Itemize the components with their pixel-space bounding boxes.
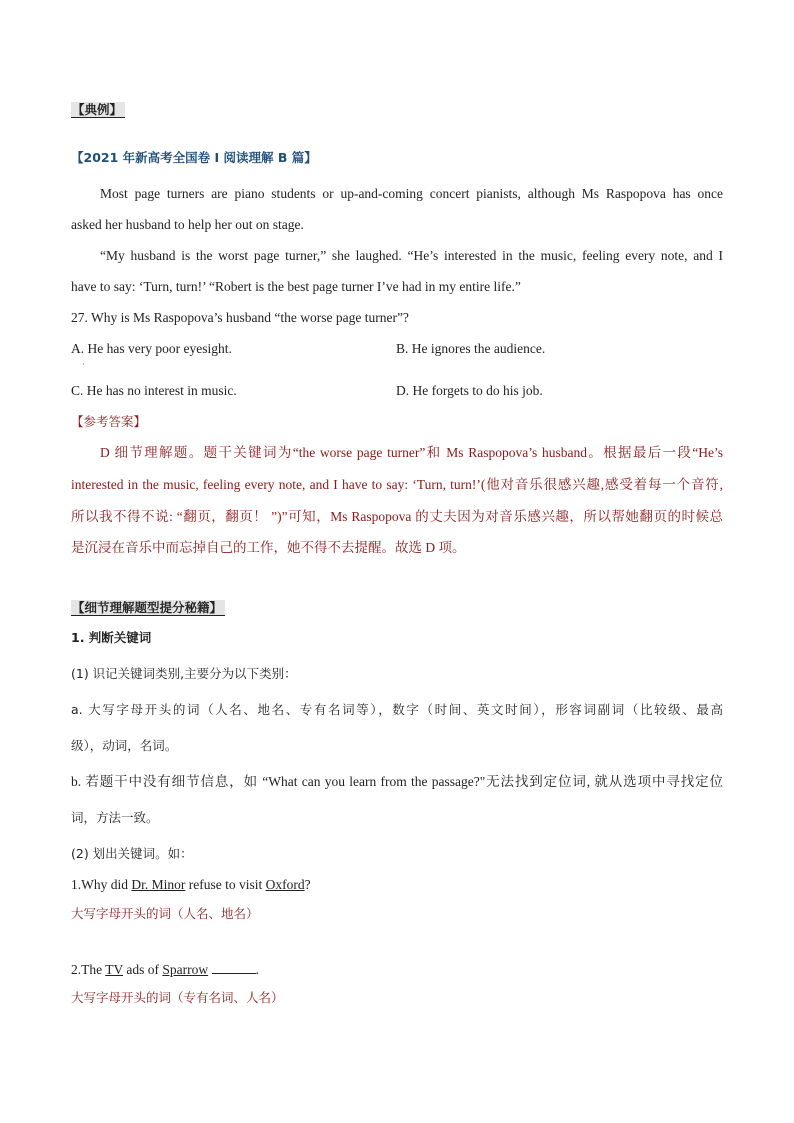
option-a-dot: · [82,360,85,369]
option-c: C. He has no interest in music. [71,383,237,398]
keyword-oxford: Oxford [265,877,305,892]
passage-p1-line1: Most page turners are piano students or up-and-coming concert pianists, although Ms Raspopova has once [100,186,723,201]
answer-line-3: 所以我不得不说: “翻页，翻页！ ”)”可知，Ms Raspopova 的丈夫因为对音乐感兴趣，所以帮她翻页的时候总 [71,509,723,524]
item-b-line1: b. 若题干中没有细节信息，如 “What can you learn from the passage?"无法找到定位词, 就从选项中寻找定位 [71,774,723,789]
example1-note: 大写字母开头的词（人名、地名） [71,906,259,921]
answer-line-2: interested in the music, feeling every note, and I have to say: ‘Turn, turn!’(他对音乐很感兴趣,感受着每一个音符, [71,477,723,492]
tips-heading: 【细节理解题型提分秘籍】 [71,598,225,618]
answer-heading: 【参考答案】 [71,414,147,429]
keyword-sparrow: Sparrow [162,962,209,977]
question-stem: 27. Why is Ms Raspopova’s husband “the worse page turner”? [71,310,409,325]
item-a-line1: a. 大写字母开头的词（人名、地名、专有名词等），数字（时间、英文时间），形容词副词（比较级、最高 [71,702,723,717]
answer-blank [212,959,256,974]
option-b: B. He ignores the audience. [396,341,546,356]
option-d: D. He forgets to do his job. [396,383,543,398]
item-a-line2: 级），动词，名词。 [71,738,178,753]
answer-line-4: 是沉浸在音乐中而忘掉自己的工作，她不得不去提醒。故选 D 项。 [71,540,466,555]
example1-question: 1.Why did Dr. Minor refuse to visit Oxford? [71,877,311,892]
answer-line-1: D 细节理解题。题干关键词为“the worse page turner”和 Ms Raspopova’s husband。根据最后一段“He’s [100,445,723,460]
option-a: A. He has very poor eyesight. [71,341,232,356]
passage-p1-line2: asked her husband to help her out on stage. [71,217,304,232]
keyword-dr-minor: Dr. Minor [131,877,186,892]
step1: (1) 识记关键词类别,主要分为以下类别： [71,666,297,681]
keyword-tv: TV [105,962,124,977]
example-heading: 【典例】 [71,100,125,120]
passage-p2-line1: “My husband is the worst page turner,” she laughed. “He’s interested in the music, feeling every note, and I [100,248,723,263]
passage-p2-line2: have to say: ‘Turn, turn!’ “Robert is the best page turner I’ve had in my entire life.” [71,279,521,294]
source-title: 【2021 年新高考全国卷 I 阅读理解 B 篇】 [71,150,317,165]
step2: (2) 划出关键词。如： [71,846,193,861]
example2-note: 大写字母开头的词（专有名词、人名） [71,990,284,1005]
example2-question: 2.The TV ads of Sparrow . [71,959,259,980]
item-b-line2: 词，方法一致。 [71,810,159,825]
section1-title: 1. 判断关键词 [71,630,152,645]
